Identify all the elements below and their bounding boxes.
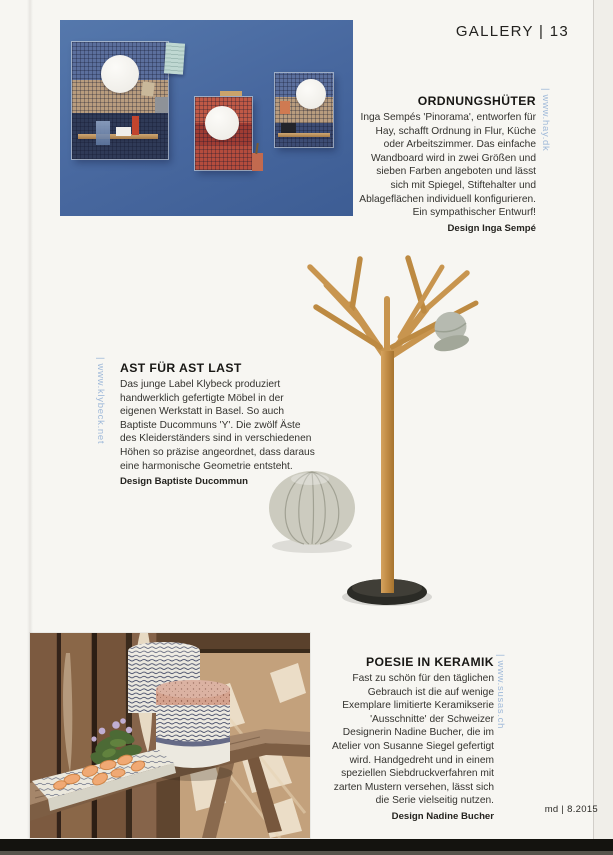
page-edge-line (593, 0, 594, 839)
article-poesie-in-keramik (319, 654, 494, 824)
page-title: GALLERY | 13 (455, 23, 569, 40)
black-box (281, 123, 296, 133)
article-ordnungshueter (358, 93, 536, 235)
article-title: ORDNUNGSHÜTER (417, 94, 536, 108)
issue-label: md | 8.2015 (544, 804, 598, 815)
url-susas: | www.susas.ch (495, 654, 506, 730)
page-right-margin (594, 0, 613, 839)
url-klybeck: | www.klybeck.net (95, 357, 106, 445)
ausschnitte-ceramics-photo (30, 633, 310, 838)
mirror-round (101, 55, 139, 93)
y-coat-stand-photo (240, 255, 530, 645)
scan-bottom-bar (0, 839, 613, 851)
article-title: AST FÜR AST LAST (120, 361, 242, 375)
article-credit: Design Nadine Bucher (391, 810, 494, 822)
scan-bottom-edge (0, 851, 613, 855)
book-on-board (220, 91, 242, 96)
pouf (269, 471, 355, 553)
url-hay: | www.hay.dk (540, 88, 551, 152)
wood-shelf (278, 133, 330, 137)
article-body: Das junge Label Klybeck produziert handwerklich gefertigte Möbel in der eigenen Werkstatt in Basel. So auch Baptiste Ducommuns 'Y'. Die zwölf Äste des Kleiderständers sind in verschiedenen Höhen so präzise angeordnet, dass daraus eine harmonische Geometrie entsteht. (120, 379, 315, 472)
pinned-note (155, 97, 168, 113)
blue-cup (96, 121, 110, 145)
pinboard-small (275, 73, 333, 147)
white-card (116, 127, 131, 136)
pinorama-wallboards-photo (60, 20, 353, 216)
pinboard-red (195, 97, 252, 170)
article-body: Inga Sempés 'Pinorama', entworfen für Hay, schafft Ordnung in Flur, Küche oder Arbeitszimmer. Das einfache Wandboard wird in zwei Größen und sieben Farben angeboten und lässt sich mit Spiegel, Stiftehalter und Ablageflächen individuell konfigurieren. Ein sympathischer Entwurf! (359, 112, 536, 219)
pencil-cup (252, 153, 263, 171)
pinboard-large (72, 42, 168, 159)
article-body: Fast zu schön für den täglichen Gebrauch ist die auf wenige Exemplare limitierte Keramikserie 'Ausschnitte' der Schweizer Designerin Nadine Bucher, die im Atelier von Susanne Siegel gefertigt wird. Handgedreht und in einem speziellen Siebdruckverfahren mit zarten Mustern versehen, lässt sich die Serie vielseitig nutzen. (332, 673, 494, 807)
coat-stand-trunk (381, 351, 394, 593)
article-title: POESIE IN KERAMIK (365, 655, 494, 669)
mirror-round (296, 79, 326, 109)
pinned-note (141, 81, 155, 96)
mirror-round (205, 106, 239, 140)
teal-basket (164, 42, 185, 74)
pinned-note (280, 101, 290, 114)
red-bottle (132, 116, 139, 135)
article-credit: Design Baptiste Ducommun (120, 476, 248, 488)
article-credit: Design Inga Sempé (447, 222, 536, 234)
